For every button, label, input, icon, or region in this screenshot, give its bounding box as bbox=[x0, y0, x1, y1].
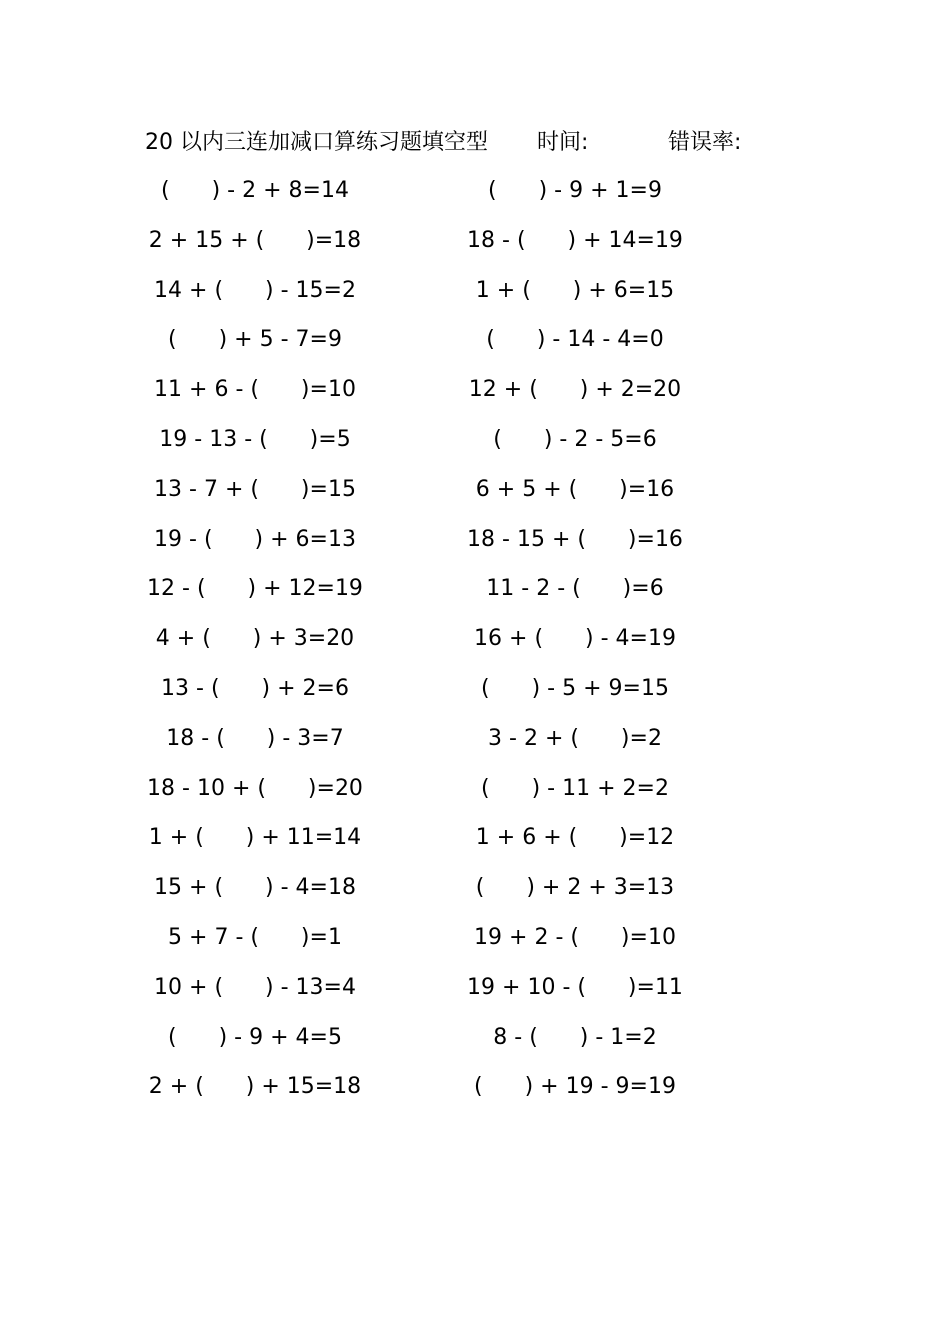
problem: 11 - 2 - ( )=6 bbox=[486, 576, 664, 602]
problem: 18 - 10 + ( )=20 bbox=[147, 775, 363, 801]
problem: ( ) - 11 + 2=2 bbox=[481, 775, 669, 801]
problem: ( ) - 2 - 5=6 bbox=[493, 426, 657, 452]
problem: 19 + 10 - ( )=11 bbox=[467, 974, 683, 1000]
problem: ( ) - 9 + 1=9 bbox=[488, 178, 662, 203]
error-rate-label: 错误率: bbox=[668, 130, 742, 155]
problem: 19 + 2 - ( )=10 bbox=[474, 924, 676, 950]
problem: ( ) - 5 + 9=15 bbox=[481, 675, 669, 701]
problem: 3 - 2 + ( )=2 bbox=[488, 725, 662, 751]
problem: 1 + ( ) + 6=15 bbox=[475, 277, 675, 303]
problem: ( ) - 2 + 8=14 bbox=[161, 178, 349, 203]
problem: 1 + ( ) + 11=14 bbox=[148, 825, 362, 851]
time-label: 时间: bbox=[537, 130, 589, 155]
problems-right-column bbox=[460, 174, 690, 1120]
problem: 12 - ( ) + 12=19 bbox=[147, 576, 363, 602]
problem: 12 + ( ) + 2=20 bbox=[468, 377, 682, 403]
problem: 11 + 6 - ( )=10 bbox=[154, 377, 356, 403]
problem: 5 + 7 - ( )=1 bbox=[168, 924, 342, 950]
problem: 18 - ( ) + 14=19 bbox=[467, 227, 683, 253]
problem: 1 + 6 + ( )=12 bbox=[475, 825, 675, 851]
problem: 13 - ( ) + 2=6 bbox=[161, 675, 349, 701]
problem: 18 - 15 + ( )=16 bbox=[467, 526, 683, 552]
worksheet-title: 20 以内三连加减口算练习题填空型 bbox=[145, 130, 488, 155]
problem: 13 - 7 + ( )=15 bbox=[154, 476, 356, 502]
problem: 15 + ( ) - 4=18 bbox=[154, 875, 356, 901]
problem: 18 - ( ) - 3=7 bbox=[166, 725, 344, 751]
problem: 14 + ( ) - 15=2 bbox=[154, 277, 356, 303]
problem: ( ) + 5 - 7=9 bbox=[168, 327, 342, 353]
problem: 8 - ( ) - 1=2 bbox=[493, 1024, 657, 1050]
problem: 19 - ( ) + 6=13 bbox=[154, 526, 356, 552]
problem: 2 + 15 + ( )=18 bbox=[148, 227, 362, 253]
problem: ( ) + 2 + 3=13 bbox=[475, 875, 675, 901]
problem: 19 - 13 - ( )=5 bbox=[159, 426, 351, 452]
problem: ( ) - 14 - 4=0 bbox=[486, 327, 664, 353]
problem: ( ) + 19 - 9=19 bbox=[474, 1074, 676, 1100]
problem: ( ) - 9 + 4=5 bbox=[168, 1024, 342, 1050]
problem: 2 + ( ) + 15=18 bbox=[148, 1074, 362, 1100]
problem: 16 + ( ) - 4=19 bbox=[474, 626, 676, 652]
problem: 10 + ( ) - 13=4 bbox=[154, 974, 356, 1000]
problem: 6 + 5 + ( )=16 bbox=[475, 476, 675, 502]
problem: 4 + ( ) + 3=20 bbox=[155, 626, 355, 652]
problems-left-column bbox=[140, 174, 370, 1120]
